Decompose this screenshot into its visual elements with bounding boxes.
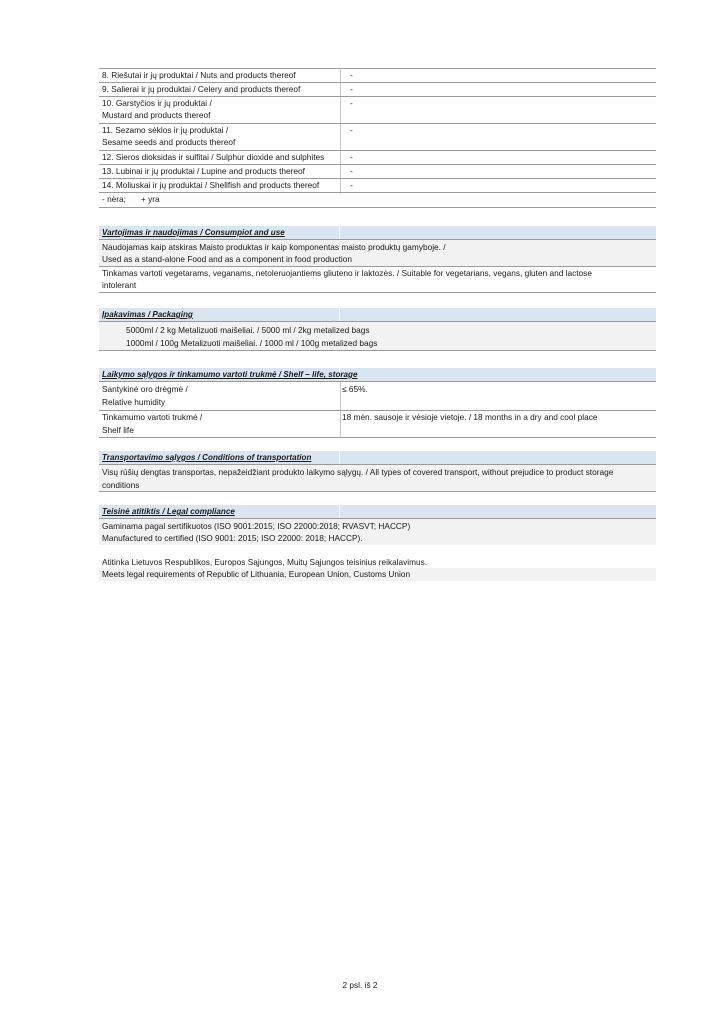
table-row — [99, 69, 656, 83]
allergen-value: - — [350, 98, 353, 108]
section-heading-packaging — [99, 308, 656, 322]
legend-yes: + yra — [141, 194, 160, 204]
transport-conditions — [99, 465, 656, 491]
allergen-label-en: Mustard and products thereof — [102, 110, 211, 120]
table-rule — [99, 350, 656, 351]
page-number: 2 psl. iš 2 — [342, 980, 378, 990]
consumption-usage — [99, 240, 656, 266]
allergen-label: 14. Moliuskai ir jų produktai / Shellfish and products thereof — [102, 180, 320, 190]
allergen-legend — [99, 193, 656, 207]
transport-text: Visų rūšių dengtas transportas, nepažeidžiant produkto laikymo sąlygų. / All types of covered transport, without prejudice to product storage — [102, 467, 614, 477]
transport-text-cont: conditions — [102, 480, 140, 490]
usage-text-en: Used as a stand-alone Food and as a component in food production — [102, 254, 352, 264]
certification-text-lt: Gaminama pagal sertifikuotos (ISO 9001:2015; ISO 22000:2018; RVASVT; HACCP) — [102, 521, 411, 531]
shelf-life-label-en: Shelf life — [102, 425, 134, 435]
table-rule — [99, 292, 656, 293]
certification-text-en: Manufactured to certified (ISO 9001: 2015; ISO 22000: 2018; HACCP). — [102, 533, 363, 543]
allergen-value: - — [350, 152, 353, 162]
suitability-text: Tinkamas vartoti vegetarams, veganams, netoleruojantiems gliuteno ir laktozės. / Suitable for vegetarians, vegans, gluten and lactose — [102, 268, 592, 278]
consumption-suitability — [99, 267, 656, 292]
section-title: Laikymo sąlygos ir tinkamumo vartoti trukmė / Shelf – life, storage — [102, 370, 358, 379]
allergen-value: - — [350, 70, 353, 80]
allergen-label: 8. Riešutai ir jų produktai / Nuts and products thereof — [102, 70, 296, 80]
allergen-label-en: Sesame seeds and products thereof — [102, 137, 236, 147]
humidity-label: Santykinė oro drėgmė / — [102, 384, 188, 394]
table-row — [99, 179, 656, 193]
usage-text-lt: Naudojamas kaip atskiras Maisto produktas ir kaip komponentas maisto produktų gamyboje. / — [102, 242, 446, 252]
table-row — [99, 165, 656, 179]
table-rule — [99, 491, 656, 492]
allergen-label: 13. Lubinai ir jų produktai / Lupine and products thereof — [102, 166, 305, 176]
legal-requirements-en — [99, 568, 656, 581]
packaging-option: 1000ml / 100g Metalizuoti maišeliai. / 1000 ml / 100g metalized bags — [126, 338, 378, 348]
section-title: Vartojimas ir naudojimas / Consumpiot and use — [102, 228, 285, 237]
table-row — [99, 83, 656, 97]
section-title: Įpakavimas / Packaging — [102, 310, 193, 319]
table-rule — [99, 207, 656, 208]
packaging-option: 5000ml / 2 kg Metalizuoti maišeliai. / 5000 ml / 2kg metalized bags — [126, 325, 370, 335]
allergen-label: 9. Salierai ir jų produktai / Celery and products thereof — [102, 84, 301, 94]
allergen-value: - — [350, 180, 353, 190]
shelf-life-label: Tinkamumo vartoti trukmė / — [102, 412, 203, 422]
requirements-text-lt: Atitinka Lietuvos Respublikos, Europos Sąjungos, Muitų Sąjungos teisinius reikalavimus. — [102, 557, 428, 567]
table-row — [99, 151, 656, 165]
allergen-value: - — [350, 166, 353, 176]
section-heading-storage — [99, 368, 656, 382]
section-heading-consumption — [99, 226, 656, 240]
suitability-text-cont: intolerant — [102, 280, 137, 290]
legend-none: - nėra; — [102, 194, 126, 204]
table-row — [99, 124, 656, 150]
humidity-value: ≤ 65%. — [342, 384, 368, 394]
requirements-text-en: Meets legal requirements of Republic of Lithuania, European Union, Customs Union — [102, 569, 411, 579]
allergen-value: - — [350, 84, 353, 94]
section-title: Teisinė atitiktis / Legal compliance — [102, 507, 235, 516]
storage-humidity-row — [99, 383, 656, 410]
table-rule — [99, 437, 656, 438]
allergen-value: - — [350, 125, 353, 135]
section-heading-legal — [99, 505, 656, 519]
storage-shelf-life-row — [99, 411, 656, 437]
section-heading-transport — [99, 451, 656, 465]
packaging-options — [99, 322, 656, 350]
allergen-label: 12. Sieros dioksidas ir sulfitai / Sulphur dioxide and sulphites — [102, 152, 325, 162]
legal-requirements-lt — [99, 556, 656, 568]
humidity-label-en: Relative humidity — [102, 397, 166, 407]
allergen-label: 10. Garstyčios ir jų produktai / — [102, 98, 212, 108]
shelf-life-value: 18 mėn. sausoje ir vėsioje vietoje. / 18 months in a dry and cool place — [342, 412, 598, 422]
allergen-label: 11. Sezamo sėklos ir jų produktai / — [102, 125, 229, 135]
table-row — [99, 97, 656, 123]
section-title: Transportavimo sąlygos / Conditions of transportation — [102, 453, 312, 462]
legal-certification — [99, 519, 656, 545]
